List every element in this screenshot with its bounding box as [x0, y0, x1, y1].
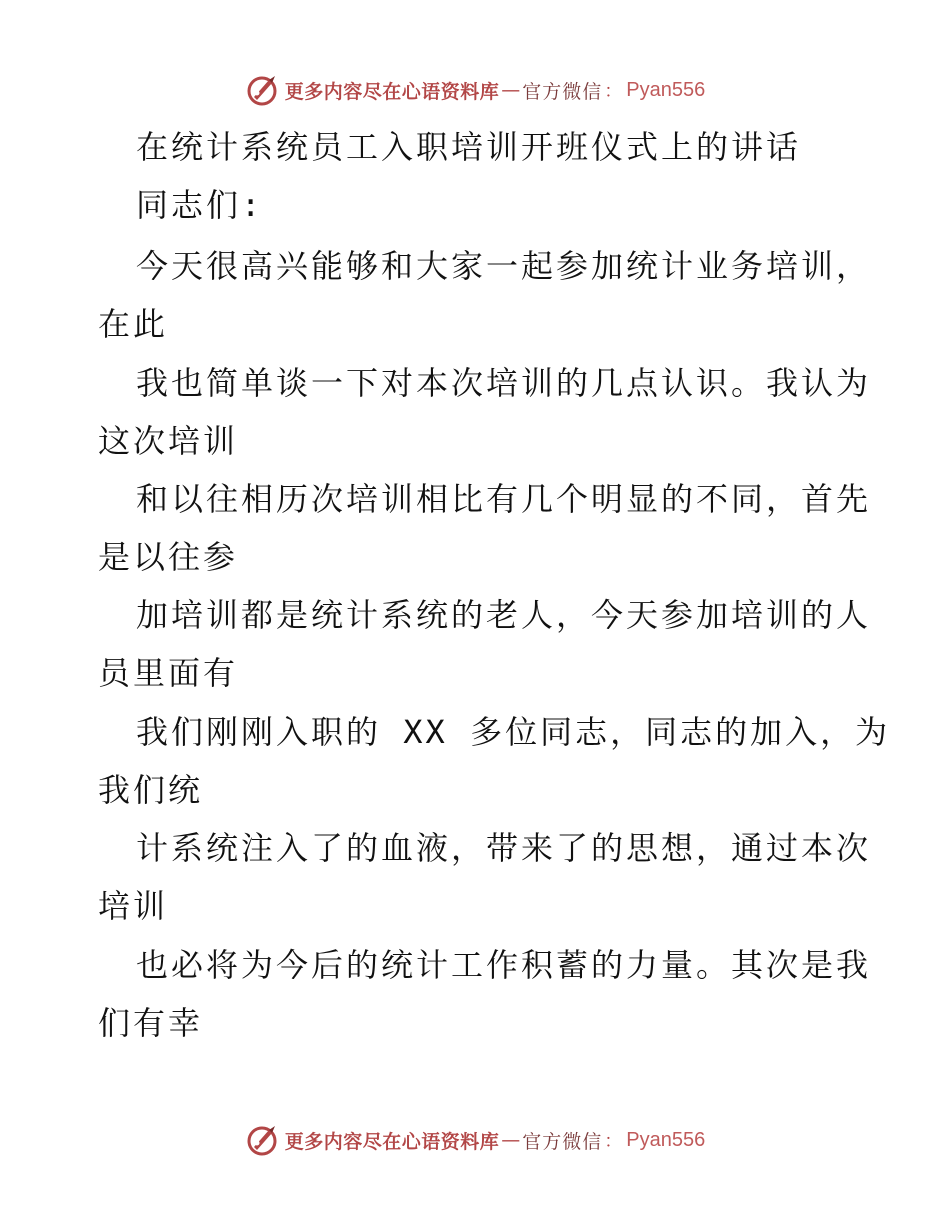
body-line: 培训 [98, 887, 169, 925]
salutation: 同志们: [136, 186, 264, 224]
site-text: 更多内容尽在心语资料库 [284, 80, 500, 103]
body-line: 今天很高兴能够和大家一起参加统计业务培训， [136, 247, 872, 285]
banner-dash: — [501, 79, 521, 101]
wechat-id: Pyan556 [626, 1128, 706, 1151]
banner-colon: ： [604, 81, 623, 102]
document-title: 在统计系统员工入职培训开班仪式上的讲话 [136, 128, 802, 166]
body-line: 我们统 [98, 771, 204, 809]
body-line: 我们刚刚入职的 XX 多位同志，同志的加入，为 [136, 713, 891, 751]
body-line: 也必将为今后的统计工作积蓄的力量。其次是我 [136, 946, 872, 984]
body-line: 是以往参 [98, 538, 239, 576]
site-text: 更多内容尽在心语资料库 [284, 1130, 500, 1153]
body-line: 我也简单谈一下对本次培训的几点认识。我认为 [136, 364, 872, 402]
banner-colon: ： [604, 1131, 623, 1152]
body-line: 员里面有 [98, 654, 239, 692]
body-line: 这次培训 [98, 422, 239, 460]
quill-logo-icon [245, 73, 279, 107]
wechat-id: Pyan556 [626, 78, 706, 101]
wechat-label: 官方微信 [522, 1130, 603, 1153]
wechat-label: 官方微信 [522, 80, 603, 103]
banner-dash: — [501, 1129, 521, 1151]
body-line: 们有幸 [98, 1004, 204, 1042]
footer-banner [0, 1120, 950, 1160]
header-banner [0, 70, 950, 110]
body-line: 在此 [98, 305, 169, 343]
quill-logo-icon [245, 1123, 279, 1157]
body-line: 计系统注入了的血液，带来了的思想，通过本次 [136, 829, 872, 867]
body-line: 和以往相历次培训相比有几个明显的不同，首先 [136, 480, 872, 518]
body-line: 加培训都是统计系统的老人，今天参加培训的人 [136, 596, 872, 634]
